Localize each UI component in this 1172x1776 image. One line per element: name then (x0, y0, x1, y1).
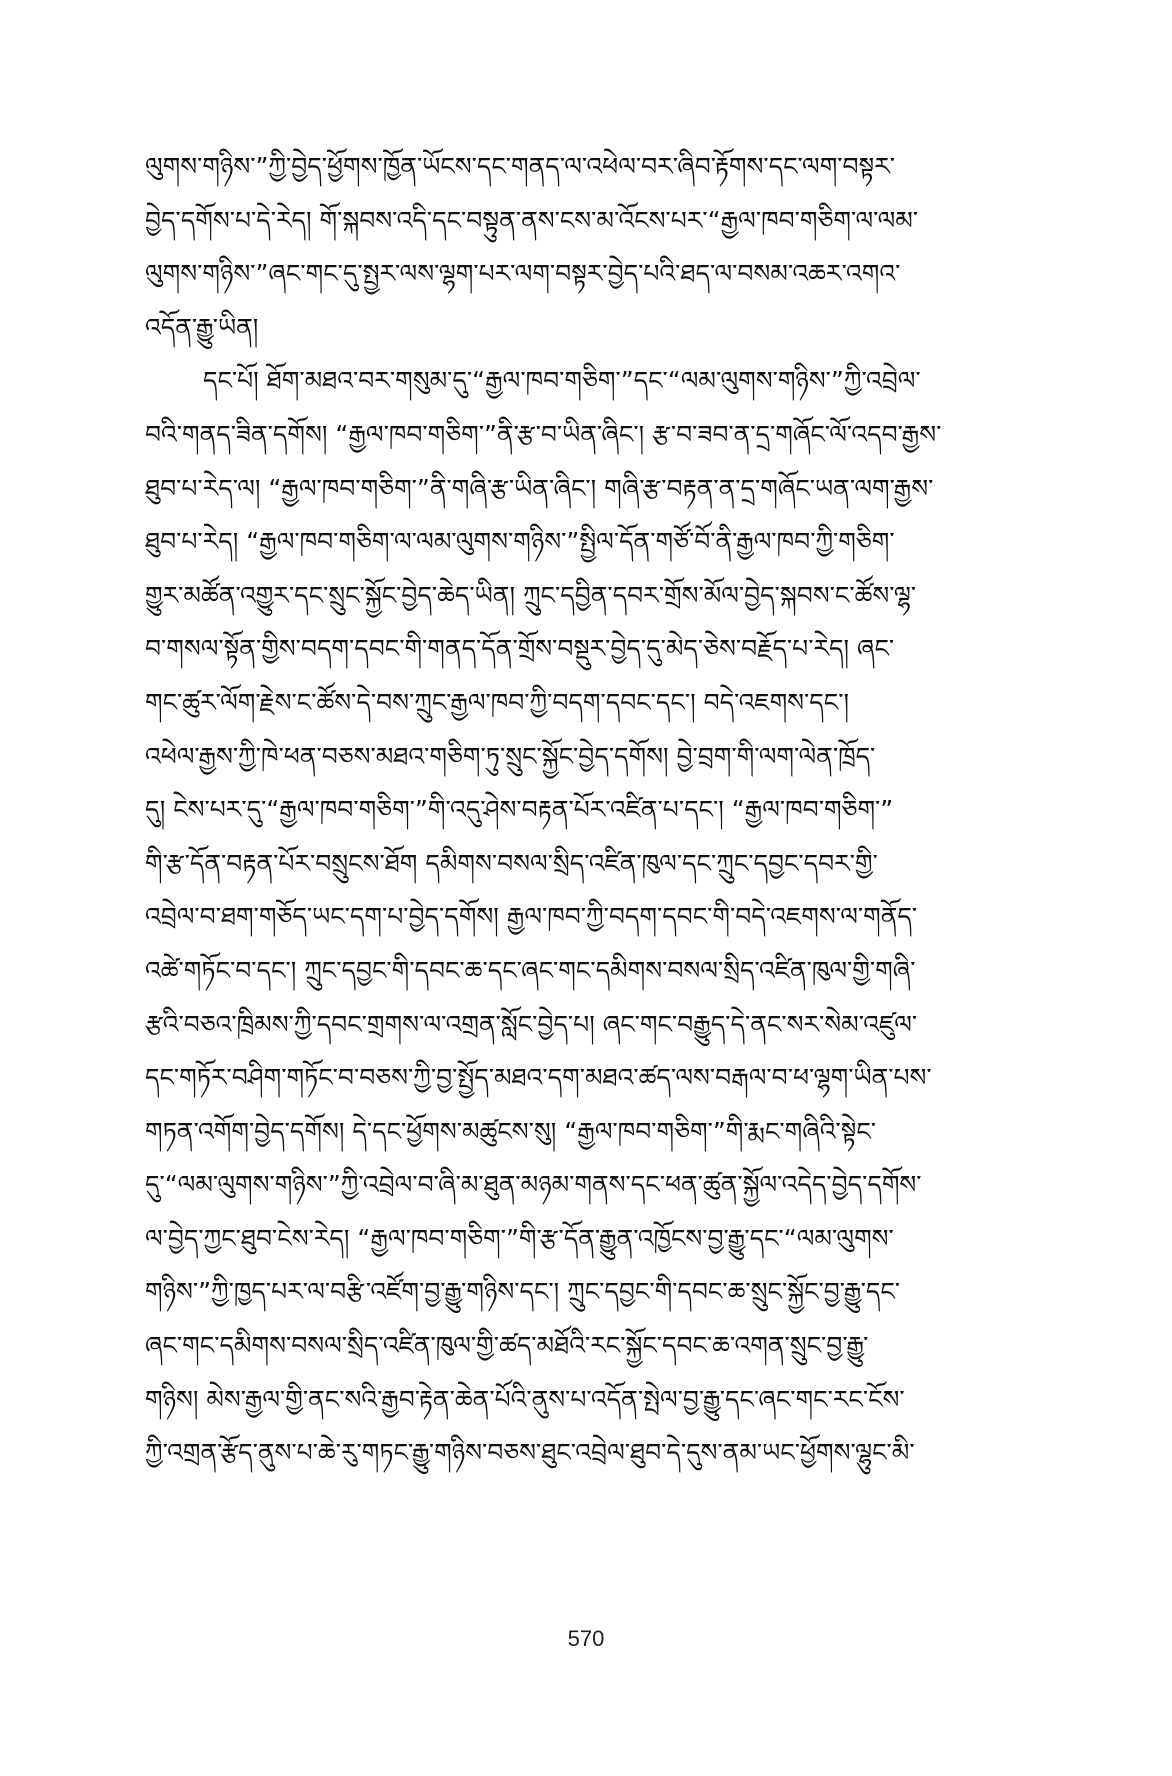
body-text (145, 140, 1030, 1480)
text-line: དང་གཏོར་བཤིག་གཏོང་བ་བཅས་ཀྱི་བྱ་སྤྱོད་མཐའ་དག་མཐའ་ཚད་ལས་བརྒལ་བ་ཕ་ལྷག་ཡིན་པས་ (145, 1063, 932, 1093)
text-line: ཞང་གང་དམིགས་བསལ་སྲིད་འཛིན་ཁུལ་གྱི་ཚད་མཐོའི་རང་སྐྱོང་དབང་ཆ་འགན་སྲུང་བྱ་རྒྱུ་ (145, 1331, 869, 1361)
paragraph-start-line: དང་པོ། ཐོག་མཐའ་བར་གསུམ་དུ་“རྒྱལ་ཁབ་གཅིག་”དང་“ལམ་ལུགས་གཉིས་”ཀྱི་འབྲེལ་ (203, 366, 921, 396)
text-line: ཀྱི་འགྲན་རྩོད་ནུས་པ་ཆེ་རུ་གཏང་རྒྱུ་གཉིས་བཅས་ཐུང་འབྲེལ་ཐུབ་དེ་དུས་ནམ་ཡང་ཕྱོགས་ལྷུང་མི་ (145, 1438, 915, 1468)
text-line: གྱུར་མཚོན་འགྱུར་དང་སྲུང་སྐྱོང་བྱེད་ཆེད་ཡིན། ཀྲུང་དབྱིན་དབར་གྲོས་མོལ་བྱེད་སྐབས་ང་ཚོས་ལྷ་ (145, 580, 917, 610)
text-line: གཉིས། མེས་རྒྱལ་གྱི་ནང་སའི་རྒྱབ་རྟེན་ཆེན་པོའི་ནུས་པ་འདོན་སྤེལ་བྱ་རྒྱུ་དང་ཞང་གང་རང་ངོས་ (145, 1384, 905, 1414)
text-line: གི་རྩ་དོན་བརྟན་པོར་བསྲུངས་ཐོག དམིགས་བསལ་སྲིད་འཛིན་ཁུལ་དང་ཀྲུང་དབྱང་དབར་གྱི་ (145, 848, 878, 878)
text-line: ལུགས་གཉིས་”ཞང་གང་དུ་སྤྱར་ལས་ལྷག་པར་ལག་བསྟར་བྱེད་པའི་ཐད་ལ་བསམ་འཆར་འགའ་ (145, 259, 901, 289)
text-line: དུ། ངེས་པར་དུ་“རྒྱལ་ཁབ་གཅིག་”གི་འདུ་ཤེས་བརྟན་པོར་འཛིན་པ་དང་། “རྒྱལ་ཁབ་གཅིག་” (145, 795, 894, 825)
text-line: གང་ཚུར་ལོག་རྗེས་ང་ཚོས་དེ་བས་ཀྲུང་རྒྱལ་ཁབ་ཀྱི་བདག་དབང་དང་། བདེ་འཇགས་དང་། (145, 687, 849, 717)
text-line: ལ་བྱེད་ཀྱང་ཐུབ་ངེས་རེད། “རྒྱལ་ཁབ་གཅིག་”གི་རྩ་དོན་རྒྱུན་འཁྱོངས་བྱ་རྒྱུ་དང་“ལམ་ལུགས་ (145, 1223, 894, 1253)
text-line: འདོན་རྒྱུ་ཡིན། (145, 312, 259, 342)
text-line: དུ་“ལམ་ལུགས་གཉིས་”ཀྱི་འབྲེལ་བ་ཞི་མ་ཐུན་མཉམ་གནས་དང་ཕན་ཚུན་སྐྱོལ་འདེད་བྱེད་དགོས་ (145, 1170, 922, 1200)
text-line: བ་གསལ་སྟོན་གྱིས་བདག་དབང་གི་གནད་དོན་གྲོས་བསྡུར་བྱེད་དུ་མེད་ཅེས་བརྗོད་པ་རེད། ཞང་ (145, 634, 895, 664)
text-line: ཐུབ་པ་རེད། “རྒྱལ་ཁབ་གཅིག་ལ་ལམ་ལུགས་གཉིས་”སྤྱིལ་དོན་གཙོ་བོ་ནི་རྒྱལ་ཁབ་ཀྱི་གཅིག་ (145, 527, 895, 557)
page-number: 570 (567, 1626, 605, 1651)
text-line: འཕེལ་རྒྱས་ཀྱི་ཁེ་ཕན་བཅས་མཐའ་གཅིག་ཏུ་སྲུང་སྐྱོང་བྱེད་དགོས། བྱེ་བྲག་གི་ལག་ལེན་ཁྲོད་ (145, 741, 876, 771)
text-line: བྱེད་དགོས་པ་དེ་རེད། གོ་སྐབས་འདི་དང་བསྟུན་ནས་ངས་མ་འོངས་པར་“རྒྱལ་ཁབ་གཅིག་ལ་ལམ་ (145, 205, 919, 235)
text-line: འབྲེལ་བ་ཐག་གཅོད་ཡང་དག་པ་བྱེད་དགོས། རྒྱལ་ཁབ་ཀྱི་བདག་དབང་གི་བདེ་འཇགས་ལ་གནོད་ (145, 902, 918, 932)
text-line: འཚེ་གཏོང་བ་དང་། ཀྲུང་དབྱང་གི་དབང་ཆ་དང་ཞང་གང་དམིགས་བསལ་སྲིད་འཛིན་ཁུལ་གྱི་གཞི་ (145, 955, 916, 985)
text-line: བའི་གནད་ཟིན་དགོས། “རྒྱལ་ཁབ་གཅིག་”ནི་རྩ་བ་ཡིན་ཞིང་། རྩ་བ་ཟབ་ན་དྲ་གཞོང་ལོ་འདབ་རྒྱས་ (145, 419, 942, 449)
text-line: ཐུབ་པ་རེད་ལ། “རྒྱལ་ཁབ་གཅིག་”ནི་གཞི་རྩ་ཡིན་ཞིང་། གཞི་རྩ་བརྟན་ན་དྲ་གཞོང་ཡན་ལག་རྒྱས་ (145, 473, 934, 503)
text-line: རྩའི་བཅའ་ཁྲིམས་ཀྱི་དབང་གྲགས་ལ་འགྲན་སློང་བྱེད་པ། ཞང་གང་བརྒྱུད་དེ་ནང་སར་སེམ་འཛུལ་ (145, 1009, 918, 1039)
text-line: གཏན་འགོག་བྱེད་དགོས། དེ་དང་ཕྱོགས་མཚུངས་སུ། “རྒྱལ་ཁབ་གཅིག་”གི་རྨང་གཞིའི་སྟེང་ (145, 1116, 877, 1146)
text-line: གཉིས་”ཀྱི་ཁྱད་པར་ལ་བརྩི་འཛོག་བྱ་རྒྱུ་གཉིས་དང་། ཀྲུང་དབྱང་གི་དབང་ཆ་སྲུང་སྐྱོང་བྱ་རྒྱུ་དང་ (145, 1277, 901, 1307)
text-line: ལུགས་གཉིས་”ཀྱི་བྱེད་ཕྱོགས་ཁྱོན་ཡོངས་དང་གནད་ལ་འཕེལ་བར་ཞིབ་རྟོགས་དང་ལག་བསྟར་ (145, 152, 896, 181)
